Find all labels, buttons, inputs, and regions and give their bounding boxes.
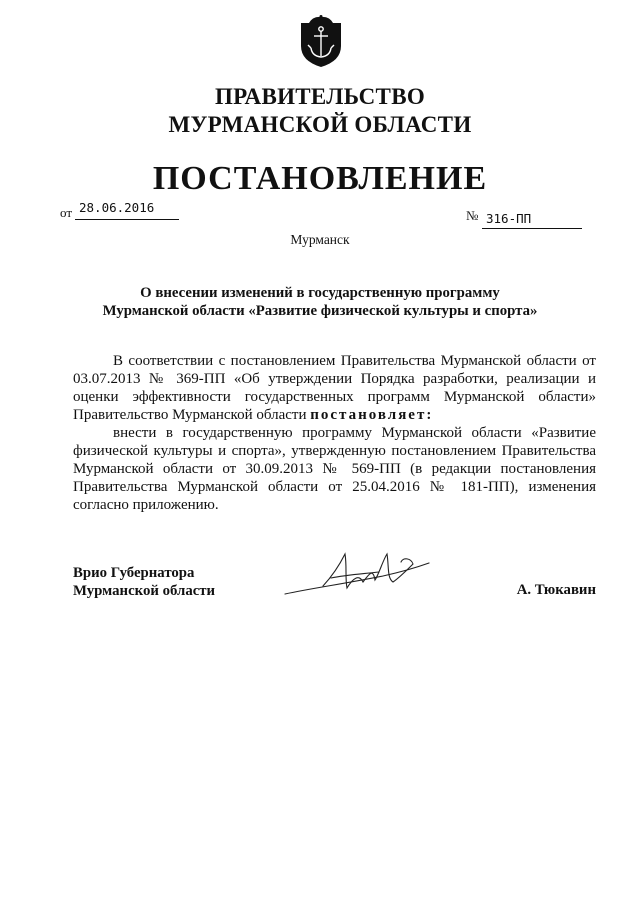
coat-of-arms-emblem [296,14,346,68]
city-label: Мурманск [290,232,350,247]
handwritten-signature [283,548,433,600]
resolution-title-line1: О внесении изменений в государственную программу [140,285,500,301]
body-paragraph-2: внести в государственную программу Мурманской области «Развитие физической культуры и спорта», утвержденную постановлением Правительства Мурманской области от 30.09.2013 № 569-ПП (в редакции постановления Правительства Мурманской области от 25.04.2016 № 181-ПП), изменения согласно приложению. [73,425,596,513]
document-number: 316-ПП [482,212,582,229]
date-prefix-label: от [60,205,73,220]
signatory-position-line2: Мурманской области [73,583,216,599]
government-name-line1: ПРАВИТЕЛЬСТВО [214,84,426,109]
resolves-keyword: постановляет: [310,407,434,423]
government-name-line2: МУРМАНСКОЙ ОБЛАСТИ [168,112,472,137]
paragraph-1-text: В соответствии с постановлением Правительства Мурманской области от 03.07.2013 № 369-ПП «Об утверждении Порядка разработки, реализации и оценки эффективности государственных программ Мурманской области» Правительство Мурманской области [73,353,596,423]
signatory-position-line1: Врио Губернатора [73,565,195,581]
resolution-title-line2: Мурманской области «Развитие физической культуры и спорта» [102,303,538,319]
document-type-heading: ПОСТАНОВЛЕНИЕ [152,160,488,197]
signatory-name: А. Тюкавин [516,582,596,598]
document-date: 28.06.2016 [75,200,179,220]
number-prefix-label: № [466,208,479,223]
body-paragraph-1 [73,352,596,424]
